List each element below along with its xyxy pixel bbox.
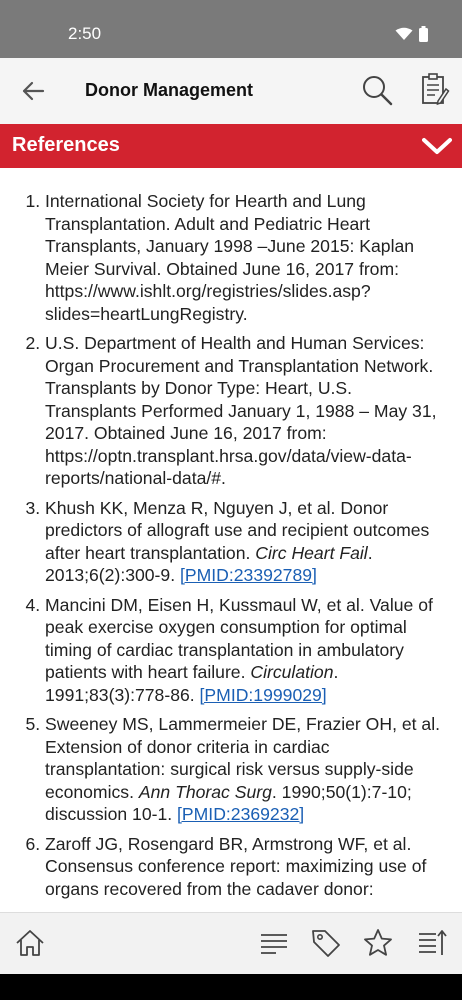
sort-button[interactable] <box>416 927 448 959</box>
search-button[interactable] <box>360 73 394 107</box>
reference-text: Khush KK, Menza R, Nguyen J, et al. Donor predictors of allograft use and recipient outcomes after heart transplantation. <box>45 497 430 563</box>
reference-item <box>45 594 444 707</box>
pmid-link[interactable]: [PMID:1999029] <box>199 684 327 705</box>
home-icon <box>14 927 46 959</box>
reference-citation: . 2013;6(2):300-9. <box>45 542 373 585</box>
reference-item <box>45 332 444 490</box>
status-bar <box>0 0 462 58</box>
status-time: 2:50 <box>68 24 102 43</box>
tags-button[interactable] <box>310 927 342 959</box>
reference-text: U.S. Department of Health and Human Services: Organ Procurement and Transplantation Network. Transplants by Donor Type: Heart, U.S. Transplants Performed January 1, 1988 – May 31, 2017. Obtained June 16, 2017 from: https://optn.transplant.hrsa.gov/data/view-data-reports/national-data/#. <box>45 333 437 488</box>
menu-button[interactable] <box>258 927 290 959</box>
reference-item <box>45 190 444 325</box>
reference-item <box>45 833 444 901</box>
pmid-link[interactable]: [PMID:2369232] <box>177 804 305 824</box>
back-button[interactable] <box>18 76 48 106</box>
references-section-header[interactable] <box>0 124 462 168</box>
battery-icon <box>419 26 428 42</box>
bottom-toolbar <box>0 912 462 975</box>
journal-name: Circ Heart Fail <box>255 542 368 563</box>
page-title: Donor Management <box>85 80 254 100</box>
system-navigation-area <box>0 974 462 1000</box>
reference-text: Mancini DM, Eisen H, Kussmaul W, et al. Value of peak exercise oxygen consumption for optimal timing of cardiac transplantation in ambulatory patients with heart failure. <box>45 594 433 682</box>
tag-icon <box>310 927 342 959</box>
star-icon <box>362 927 394 959</box>
journal-name: Circulation <box>250 662 334 682</box>
references-list <box>0 168 462 900</box>
chevron-down-icon <box>422 132 452 160</box>
app-header <box>0 58 462 124</box>
collapse-button[interactable] <box>422 132 452 160</box>
favorite-button[interactable] <box>362 927 394 959</box>
reference-item <box>45 497 444 587</box>
wifi-icon <box>395 27 413 41</box>
reference-text: Sweeney MS, Lammermeier DE, Frazier OH, et al. Extension of donor criteria in cardiac transplantation: surgical risk versus supply-side economics. <box>45 714 440 802</box>
notes-button[interactable] <box>420 72 450 106</box>
arrow-left-icon <box>21 79 45 103</box>
search-icon <box>360 73 394 107</box>
status-icons <box>395 26 428 42</box>
pmid-link[interactable]: [PMID:23392789] <box>179 565 317 585</box>
sort-icon <box>416 927 448 959</box>
journal-name: Ann Thorac Surg <box>138 781 272 802</box>
notes-icon <box>420 72 450 106</box>
home-button[interactable] <box>14 927 46 959</box>
reference-citation: . 1991;83(3):778-86. <box>45 662 339 705</box>
reference-citation: . 1990;50(1):7-10; discussion 10-1. <box>45 781 412 824</box>
menu-icon <box>258 927 290 959</box>
reference-item <box>45 713 444 826</box>
reference-text: Zaroff JG, Rosengard BR, Armstrong WF, et al. Consensus conference report: maximizing use of organs recovered from the cadaver donor: <box>45 833 427 899</box>
reference-text: International Society for Hearth and Lung Transplantation. Adult and Pediatric Heart Transplants, January 1998 –June 2015: Kaplan Meier Survival. Obtained June 16, 2017 from: https://www.ishlt.org/registries/slides.asp?slides=heartLungRegistry. <box>45 191 415 324</box>
section-title: References <box>12 134 120 156</box>
references-content[interactable] <box>0 168 462 912</box>
